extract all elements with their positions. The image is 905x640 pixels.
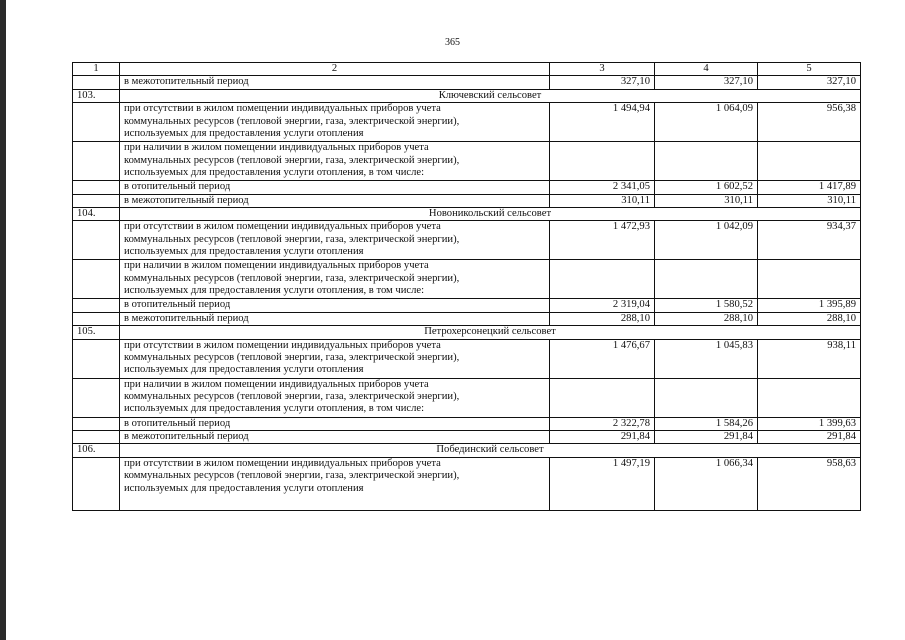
row-number-cell	[73, 142, 120, 181]
description-line: при отсутствии в жилом помещении индивидуальных приборов учета	[124, 221, 441, 233]
section-number: 103.	[73, 89, 120, 102]
row-description	[120, 103, 550, 142]
tariff-table-body	[73, 63, 861, 511]
table-row	[73, 457, 861, 510]
section-row	[73, 208, 861, 221]
section-title: Новоникольский сельсовет	[120, 208, 861, 221]
description-line: коммунальных ресурсов (тепловой энергии, газа, электрической энергии),	[124, 272, 460, 284]
value-col-5: 1 395,89	[758, 299, 861, 312]
row-number-cell	[73, 194, 120, 207]
column-header-3: 3	[550, 63, 655, 76]
description-line: используемых для предоставления услуги отопления	[124, 128, 364, 140]
value-col-3: 288,10	[550, 312, 655, 325]
value-col-4: 327,10	[655, 76, 758, 89]
value-col-4: 1 066,34	[655, 457, 758, 510]
row-label: в межотопительный период	[120, 312, 550, 325]
value-col-3: 2 341,05	[550, 181, 655, 194]
description-line: при отсутствии в жилом помещении индивидуальных приборов учета	[124, 103, 441, 115]
row-description	[120, 339, 550, 378]
description-line: коммунальных ресурсов (тепловой энергии, газа, электрической энергии),	[124, 352, 460, 364]
row-label: в межотопительный период	[120, 76, 550, 89]
value-col-4: 1 584,26	[655, 417, 758, 430]
row-label: в отопительный период	[120, 417, 550, 430]
column-number-row	[73, 63, 861, 76]
value-col-4: 288,10	[655, 312, 758, 325]
section-row	[73, 89, 861, 102]
value-col-3: 1 476,67	[550, 339, 655, 378]
value-col-4: 1 045,83	[655, 339, 758, 378]
description-line: коммунальных ресурсов (тепловой энергии, газа, электрической энергии),	[124, 115, 460, 127]
table-row	[73, 260, 861, 299]
section-number: 104.	[73, 208, 120, 221]
row-label: в межотопительный период	[120, 194, 550, 207]
value-col-5: 956,38	[758, 103, 861, 142]
table-row	[73, 378, 861, 417]
row-number-cell	[73, 457, 120, 510]
row-number-cell	[73, 221, 120, 260]
value-col-3	[550, 260, 655, 299]
row-description	[120, 142, 550, 181]
description-line: используемых для предоставления услуги отопления, в том числе:	[124, 403, 425, 415]
description-line: коммунальных ресурсов (тепловой энергии, газа, электрической энергии),	[124, 233, 460, 245]
value-col-5: 938,11	[758, 339, 861, 378]
table-row	[73, 221, 861, 260]
table-row	[73, 312, 861, 325]
row-number-cell	[73, 76, 120, 89]
value-col-5: 310,11	[758, 194, 861, 207]
table-row	[73, 431, 861, 444]
value-col-3	[550, 378, 655, 417]
section-row	[73, 326, 861, 339]
value-col-5: 1 417,89	[758, 181, 861, 194]
row-description	[120, 457, 550, 510]
value-col-3: 2 322,78	[550, 417, 655, 430]
table-row	[73, 181, 861, 194]
row-number-cell	[73, 103, 120, 142]
value-col-3: 1 497,19	[550, 457, 655, 510]
section-number: 106.	[73, 444, 120, 457]
row-number-cell	[73, 312, 120, 325]
page-left-edge	[0, 0, 6, 640]
value-col-3: 327,10	[550, 76, 655, 89]
row-number-cell	[73, 181, 120, 194]
row-description	[120, 260, 550, 299]
description-line: коммунальных ресурсов (тепловой энергии, газа, электрической энергии),	[124, 154, 460, 166]
value-col-3: 1 472,93	[550, 221, 655, 260]
value-col-4: 1 602,52	[655, 181, 758, 194]
value-col-5: 1 399,63	[758, 417, 861, 430]
value-col-3: 291,84	[550, 431, 655, 444]
value-col-4: 310,11	[655, 194, 758, 207]
description-line: коммунальных ресурсов (тепловой энергии, газа, электрической энергии),	[124, 470, 460, 482]
value-col-4	[655, 378, 758, 417]
value-col-3	[550, 142, 655, 181]
value-col-5: 934,37	[758, 221, 861, 260]
value-col-3: 2 319,04	[550, 299, 655, 312]
row-number-cell	[73, 417, 120, 430]
description-line: используемых для предоставления услуги отопления, в том числе:	[124, 285, 425, 297]
column-header-5: 5	[758, 63, 861, 76]
page-number: 365	[445, 37, 460, 48]
table-row	[73, 142, 861, 181]
tariff-table	[72, 62, 861, 511]
section-title: Ключевский сельсовет	[120, 89, 861, 102]
description-line: используемых для предоставления услуги отопления, в том числе:	[124, 167, 425, 179]
table-row	[73, 299, 861, 312]
description-line: при наличии в жилом помещении индивидуальных приборов учета	[124, 378, 429, 390]
value-col-5: 327,10	[758, 76, 861, 89]
row-number-cell	[73, 431, 120, 444]
description-line: при наличии в жилом помещении индивидуальных приборов учета	[124, 142, 429, 154]
section-row	[73, 444, 861, 457]
value-col-3: 310,11	[550, 194, 655, 207]
value-col-3: 1 494,94	[550, 103, 655, 142]
table-row	[73, 339, 861, 378]
value-col-5: 291,84	[758, 431, 861, 444]
row-description	[120, 221, 550, 260]
value-col-4: 1 064,09	[655, 103, 758, 142]
row-label: в отопительный период	[120, 299, 550, 312]
column-header-4: 4	[655, 63, 758, 76]
row-label: в отопительный период	[120, 181, 550, 194]
value-col-4	[655, 260, 758, 299]
value-col-5: 958,63	[758, 457, 861, 510]
value-col-5: 288,10	[758, 312, 861, 325]
value-col-4: 1 580,52	[655, 299, 758, 312]
description-line: при отсутствии в жилом помещении индивидуальных приборов учета	[124, 339, 441, 351]
value-col-4: 291,84	[655, 431, 758, 444]
description-line: коммунальных ресурсов (тепловой энергии, газа, электрической энергии),	[124, 391, 460, 403]
column-header-2: 2	[120, 63, 550, 76]
section-title: Петрохерсонецкий сельсовет	[120, 326, 861, 339]
description-line: используемых для предоставления услуги отопления	[124, 246, 364, 258]
description-line: при отсутствии в жилом помещении индивидуальных приборов учета	[124, 457, 441, 469]
value-col-4	[655, 142, 758, 181]
description-line: используемых для предоставления услуги отопления	[124, 482, 364, 494]
row-label: в межотопительный период	[120, 431, 550, 444]
value-col-5	[758, 378, 861, 417]
value-col-5	[758, 142, 861, 181]
row-description	[120, 378, 550, 417]
table-row	[73, 76, 861, 89]
row-number-cell	[73, 299, 120, 312]
description-line: используемых для предоставления услуги отопления	[124, 364, 364, 376]
section-number: 105.	[73, 326, 120, 339]
column-header-1: 1	[73, 63, 120, 76]
description-line: при наличии в жилом помещении индивидуальных приборов учета	[124, 260, 429, 272]
row-number-cell	[73, 378, 120, 417]
row-number-cell	[73, 339, 120, 378]
section-title: Побединский сельсовет	[120, 444, 861, 457]
table-row	[73, 194, 861, 207]
row-number-cell	[73, 260, 120, 299]
table-row	[73, 103, 861, 142]
value-col-4: 1 042,09	[655, 221, 758, 260]
value-col-5	[758, 260, 861, 299]
table-row	[73, 417, 861, 430]
